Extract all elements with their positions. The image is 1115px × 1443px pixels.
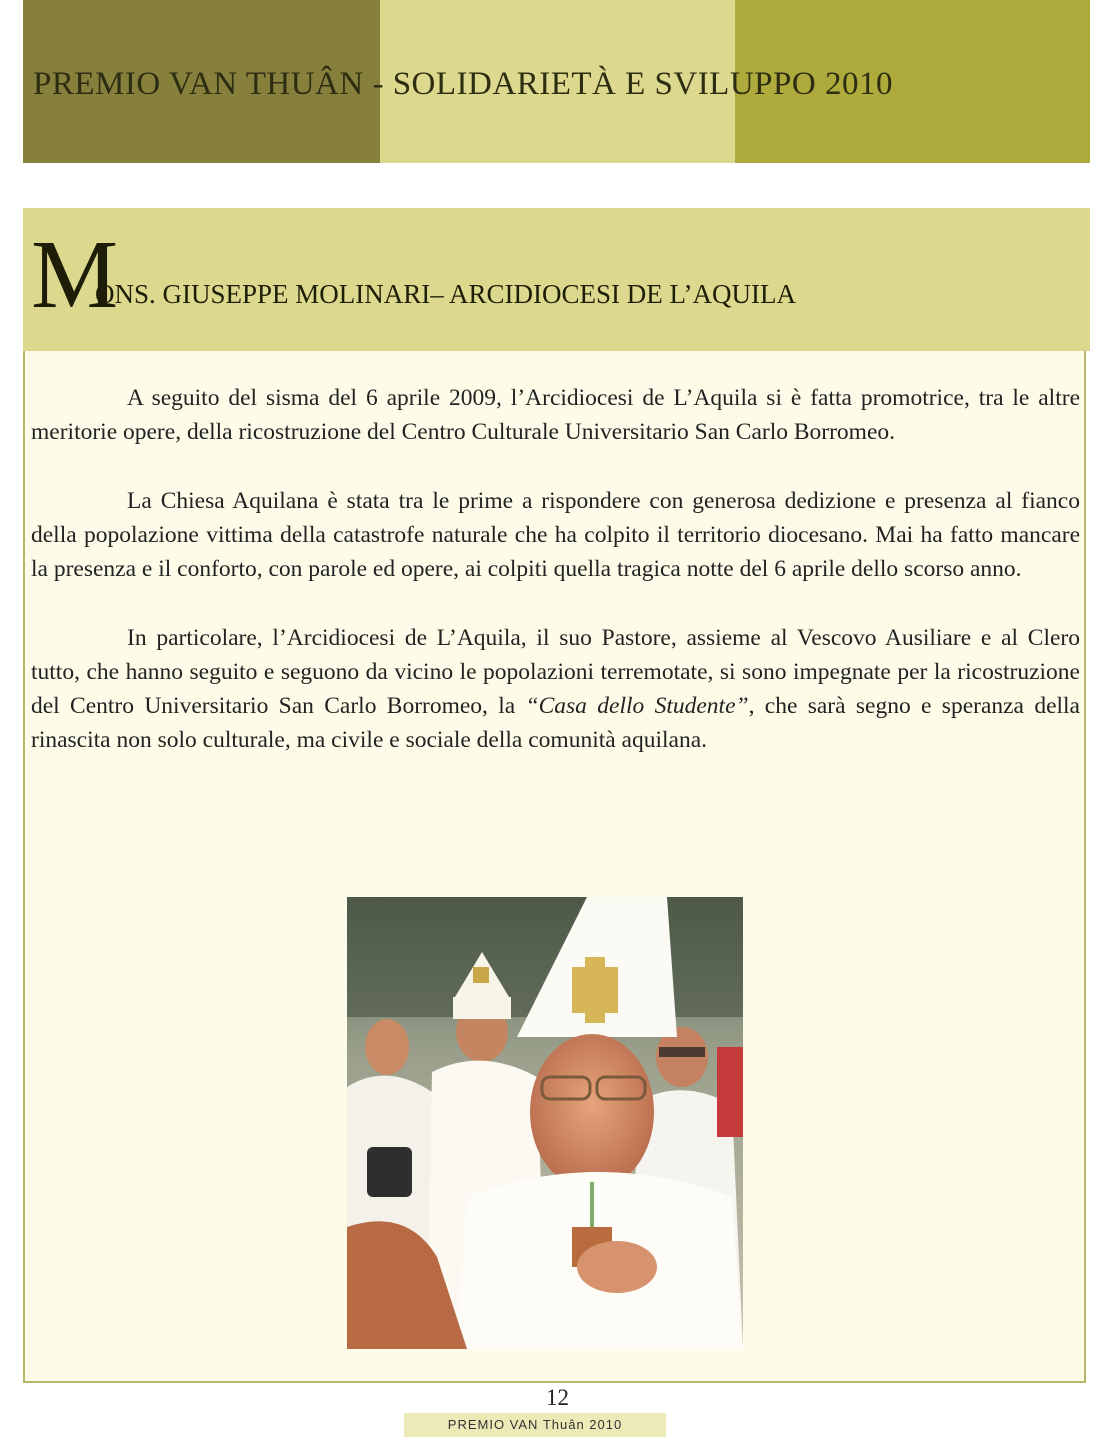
footer-band: PREMIO VAN Thuân 2010 [404,1413,666,1437]
subtitle-drop-cap: M [31,221,119,329]
bishop-photo [347,897,743,1349]
paragraph-3-part-b: , che sarà segno e speranza della rinascita non solo culturale, ma civile e sociale della comunità aquilana. [31,693,1080,753]
header-title: PREMIO VAN THUÂN - SOLIDARIETÀ E SVILUPPO 2010 [33,66,893,102]
subtitle-band [23,208,1090,351]
header-gap [23,163,1090,208]
paragraph-3 [31,621,1080,757]
paragraph-1: A seguito del sisma del 6 aprile 2009, l’Arcidiocesi de L’Aquila si è fatta promotrice, tra le altre meritorie opere, della ricostruzione del Centro Culturale Universitario San Carlo Borromeo. [31,385,1080,445]
content-frame [23,351,1086,1383]
page-number: 12 [546,1385,569,1410]
paragraph-2: La Chiesa Aquilana è stata tra le prime a rispondere con generosa dedizione e presenza al fianco della popolazione vittima della catastrofe naturale che ha colpito il territorio diocesano. Mai ha fatto mancare la presenza e il conforto, con parole ed opere, ai colpiti quella tragica notte del 6 aprile dello scorso anno. [31,488,1080,582]
paragraph-3-part-a: In particolare, l’Arcidiocesi de L’Aquila, il suo Pastore, assieme al Vescovo Ausiliare e al Clero tutto, che hanno seguito e seguono da vicino le popolazioni terremotate, si sono impegnate per la ricostruzione del Centro Universitario San Carlo Borromeo, la [31,625,1080,719]
subtitle-text: ONS. GIUSEPPE MOLINARI– ARCIDIOCESI DE L’AQUILA [95,279,797,309]
bishop-photo-illustration [347,897,743,1349]
header-band [23,0,1090,163]
paragraph-3-italic: “Casa dello Studente” [525,693,749,719]
article-body [31,381,1080,792]
